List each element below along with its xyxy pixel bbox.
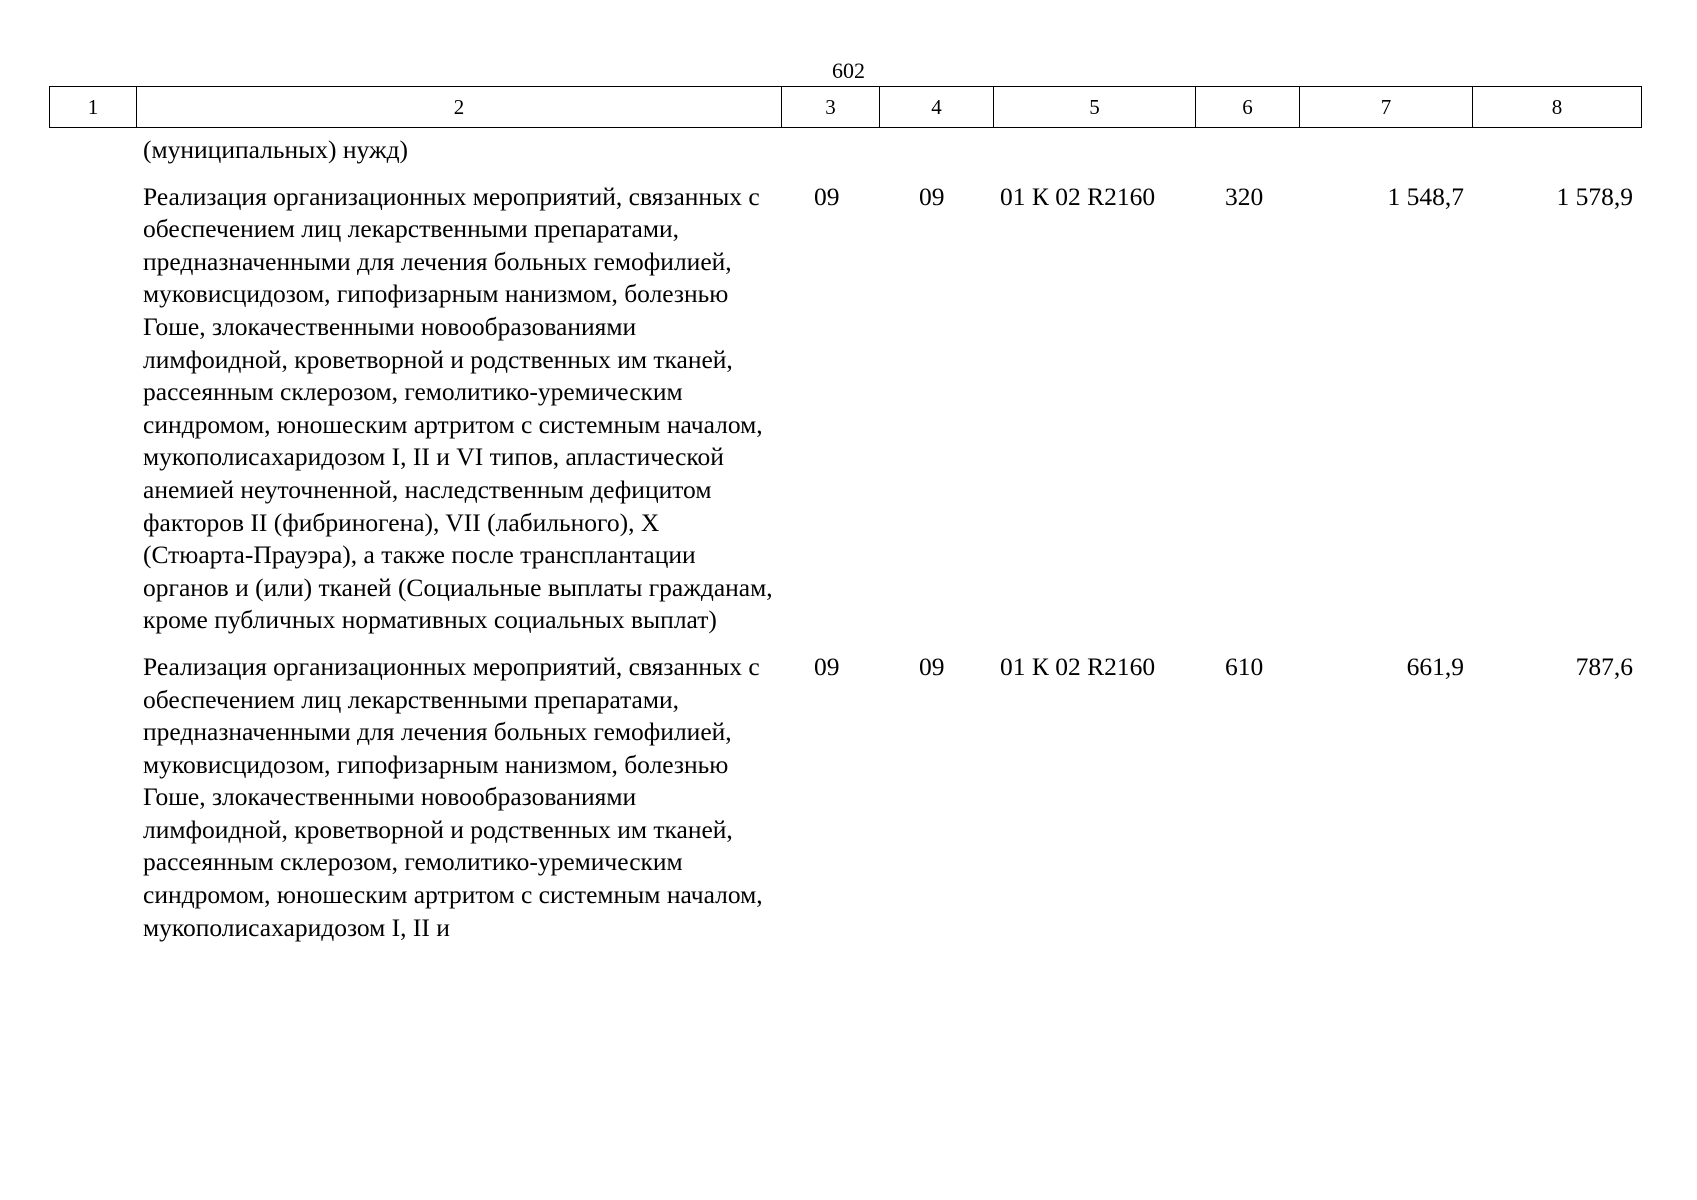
continuation-row [49, 134, 1641, 181]
row-expense-type: 610 [1225, 651, 1264, 681]
budget-table-body [49, 134, 1641, 944]
column-number-header [49, 86, 1642, 128]
header-cell-5: 5 [994, 87, 1196, 128]
row-subsection-code: 09 [919, 181, 945, 211]
header-cell-2: 2 [137, 87, 782, 128]
header-cell-6: 6 [1196, 87, 1300, 128]
table-row [49, 181, 1641, 637]
row-description: Реализация организационных мероприятий, связанных с обеспечением лиц лекарственными препаратами, предназначенными для лечения больных гемофилией, муковисцидозом, гипофизарным нанизмом, болезнью Гоше, злокачественными новообразованиями лимфоидной, кроветворной и родственных им тканей, рассеянным склерозом, гемолитико-уремическим синдромом, юношеским артритом с системным началом, мукополисахаридозом I, II и [143, 651, 763, 942]
continuation-text: (муниципальных) нужд) [143, 135, 409, 164]
row-target-article: 01 К 02 R2160 [1000, 181, 1156, 211]
row-section-code: 09 [814, 181, 840, 211]
header-cell-8: 8 [1473, 87, 1642, 128]
row-description: Реализация организационных мероприятий, связанных с обеспечением лиц лекарственными препаратами, предназначенными для лечения больных гемофилией, муковисцидозом, гипофизарным нанизмом, болезнью Гоше, злокачественными новообразованиями лимфоидной, кроветворной и родственных им тканей, рассеянным склерозом, гемолитико-уремическим синдромом, юношеским артритом с системным началом, мукополисахаридозом I, II и VI типов, апластической анемией неуточненной, наследственным дефицитом факторов II (фибриногена), VII (лабильного), X (Стюарта-Прауэра), а также после трансплантации органов и (или) тканей (Социальные выплаты гражданам, кроме публичных нормативных социальных выплат) [143, 181, 773, 635]
header-cell-1: 1 [50, 87, 137, 128]
row-subsection-code: 09 [919, 651, 945, 681]
header-cell-7: 7 [1300, 87, 1473, 128]
row-amount-col8: 787,6 [1575, 651, 1633, 681]
row-amount-col7: 661,9 [1406, 651, 1464, 681]
header-cell-4: 4 [880, 87, 994, 128]
table-row [49, 651, 1641, 944]
page-number: 602 [832, 58, 865, 83]
row-amount-col8: 1 578,9 [1556, 181, 1633, 211]
row-expense-type: 320 [1225, 181, 1264, 211]
header-cell-3: 3 [782, 87, 880, 128]
row-section-code: 09 [814, 651, 840, 681]
row-target-article: 01 К 02 R2160 [1000, 651, 1156, 681]
row-amount-col7: 1 548,7 [1387, 181, 1464, 211]
